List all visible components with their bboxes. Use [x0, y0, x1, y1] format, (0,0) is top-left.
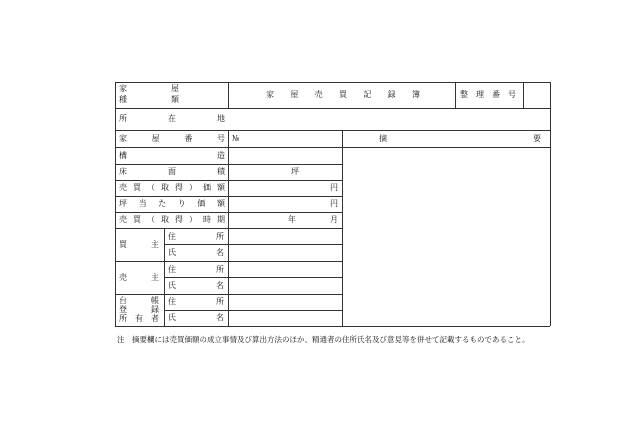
label-char: （ [147, 215, 155, 224]
rule [550, 82, 551, 326]
label-char: 得 [175, 215, 183, 224]
label-char: 者 [151, 314, 159, 323]
rule [228, 130, 229, 326]
label-char: 期 [217, 215, 225, 224]
rule [115, 82, 116, 326]
buyer-name-label [168, 249, 224, 257]
floor-area-unit: 坪 [291, 167, 299, 176]
label-char: 買 [133, 215, 141, 224]
house-number-label [119, 135, 225, 143]
location-field[interactable] [230, 110, 548, 128]
label-char [145, 96, 153, 104]
registered-owner-label [119, 297, 159, 305]
rule [164, 228, 165, 326]
label-char: 家 [266, 90, 274, 99]
label-char: 整 [460, 90, 468, 99]
label-char: 名 [216, 313, 224, 322]
buyer-address-label [168, 233, 224, 241]
buyer-label [119, 241, 159, 249]
label-char: 構 [119, 151, 127, 160]
label-char: 買 [119, 240, 127, 249]
rule [455, 82, 456, 108]
label-char: 類 [171, 95, 179, 104]
label-char: 種 [119, 95, 127, 104]
label-char: 取 [161, 183, 169, 192]
seller-label [119, 274, 159, 282]
sale-date-year: 年 [288, 215, 296, 224]
label-char: 得 [175, 183, 183, 192]
sale-date-month: 月 [330, 215, 338, 224]
footnote: 注 摘要欄には売買価額の成立事情及び算出方法のほか、精通者の住所氏名及び意見等を併せて記載するものであること。 [117, 335, 530, 344]
label-char: 所 [119, 114, 127, 123]
label-char: 帳 [151, 296, 159, 305]
form-title [266, 91, 420, 99]
label-char: り [177, 199, 186, 208]
label-char: ） [189, 183, 197, 192]
seller-address-label [168, 266, 224, 274]
label-char: 録 [151, 305, 159, 314]
owner-address-label [168, 298, 224, 306]
label-char: 在 [168, 114, 176, 123]
label-char: 住 [168, 297, 176, 306]
price-per-tsubo-label [119, 200, 225, 208]
rule [228, 82, 229, 108]
label-char: た [158, 199, 167, 208]
label-char: 地 [217, 114, 225, 123]
remarks-header: 摘 [379, 134, 387, 143]
label-char: 番 [492, 90, 500, 99]
label-char: 面 [168, 167, 176, 176]
location-label [119, 115, 225, 123]
label-char: 売 [119, 273, 127, 282]
label-char: 売 [314, 90, 323, 99]
label-char: 所 [216, 265, 224, 274]
sale-price-unit: 円 [330, 183, 338, 192]
label-char: 名 [216, 248, 224, 257]
price-per-tsubo-unit: 円 [330, 199, 338, 208]
label-char: 録 [387, 90, 396, 99]
label-char: 住 [168, 265, 176, 274]
label-char: 簿 [411, 90, 420, 99]
rule [342, 130, 343, 326]
structure-field[interactable] [230, 149, 340, 163]
owner-name-label [168, 314, 224, 322]
label-char: 価 [203, 183, 211, 192]
label-char: 屋 [151, 134, 160, 143]
rule [115, 147, 550, 148]
structure-label [119, 152, 225, 160]
label-char: 所 [119, 314, 127, 323]
rule [164, 244, 342, 245]
rule [164, 277, 342, 278]
label-char: 所 [216, 297, 224, 306]
label-char: 理 [476, 90, 484, 99]
label-char: 買 [338, 90, 347, 99]
rule [115, 82, 550, 83]
label-char: 売 [119, 183, 127, 192]
label-char: 当 [138, 199, 147, 208]
label-char: 号 [216, 134, 225, 143]
registered-owner-label [119, 306, 159, 314]
rule [115, 326, 550, 327]
label-char: 登 [119, 305, 127, 314]
label-char: 積 [217, 167, 225, 176]
label-char: 記 [363, 90, 372, 99]
label-char: 号 [508, 90, 516, 99]
rule [164, 310, 342, 311]
label-char: 屋 [290, 90, 299, 99]
number-mark: № [232, 134, 240, 143]
label-char: 台 [119, 296, 127, 305]
label-char: 屋 [171, 84, 179, 93]
sale-price-label [119, 184, 225, 192]
label-char: 家 [119, 134, 127, 143]
rule [115, 108, 550, 109]
floor-area-label [119, 168, 225, 176]
label-char: 氏 [168, 281, 176, 290]
label-char: 買 [133, 183, 141, 192]
label-char: 時 [203, 215, 211, 224]
label-char: 主 [151, 240, 159, 249]
label-char: （ [147, 183, 155, 192]
label-char: 名 [216, 281, 224, 290]
label-char: 所 [216, 232, 224, 241]
rule [115, 130, 550, 131]
house-type-label [119, 96, 179, 104]
label-char: 額 [216, 199, 225, 208]
label-char: 主 [151, 273, 159, 282]
label-char [145, 85, 153, 93]
label-char: 氏 [168, 313, 176, 322]
remarks-header: 要 [533, 134, 541, 143]
label-char: 住 [168, 232, 176, 241]
label-char: 価 [197, 199, 206, 208]
label-char: 床 [119, 167, 127, 176]
rule [523, 82, 524, 108]
label-char: 氏 [168, 248, 176, 257]
ref-number-field[interactable] [525, 84, 549, 106]
label-char: 売 [119, 215, 127, 224]
label-char: 額 [217, 183, 225, 192]
label-char: 造 [217, 151, 225, 160]
label-char: 坪 [119, 199, 127, 208]
label-char: ） [189, 215, 197, 224]
seller-name-label [168, 282, 224, 290]
sale-date-label [119, 216, 225, 224]
remarks-field[interactable] [344, 149, 549, 325]
house-type-label [119, 85, 179, 93]
type-value-field[interactable] [181, 84, 226, 106]
registered-owner-label [119, 315, 159, 323]
label-char: 番 [184, 134, 193, 143]
ref-number-label [460, 91, 516, 99]
label-char: 有 [135, 314, 143, 323]
label-char: 取 [161, 215, 169, 224]
label-char: 家 [119, 84, 127, 93]
